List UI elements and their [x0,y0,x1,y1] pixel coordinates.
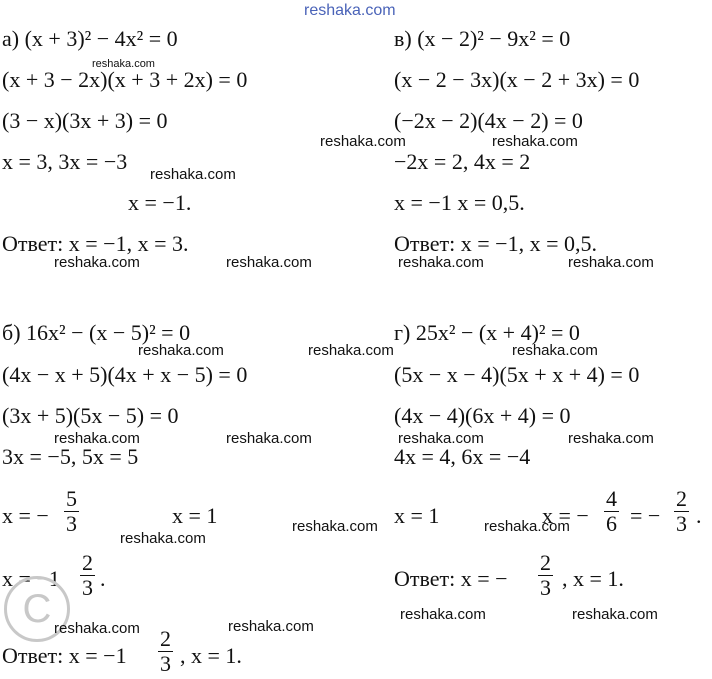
problem-v-step-4: x = −1 x = 0,5. [394,190,525,215]
fraction-denominator: 3 [66,511,77,536]
watermark: reshaka.com [226,430,312,447]
fraction-numerator: 2 [540,550,551,575]
watermark: reshaka.com [512,342,598,359]
problem-b-step-3: 3x = −5, 5x = 5 [2,444,139,469]
watermark: reshaka.com [54,430,140,447]
watermark: reshaka.com [484,518,570,535]
problem-g-step-2: (4x − 4)(6x + 4) = 0 [394,403,571,428]
fraction-denominator: 3 [676,511,687,536]
fraction-numerator: 2 [160,626,171,651]
problem-b-mixed-prefix: x = −1 [2,566,60,591]
fraction-denominator: 3 [540,575,551,600]
watermark: reshaka.com [138,342,224,359]
problem-g-answer-prefix: Ответ: x = − [394,566,508,591]
watermark: reshaka.com [320,133,406,150]
watermark: reshaka.com [492,133,578,150]
problem-b-answer-prefix: Ответ: x = −1 [2,643,127,668]
fraction-2-3-root [674,488,689,535]
fraction-denominator: 3 [160,651,171,676]
problem-g-root-1: x = 1 [394,503,440,528]
watermark: reshaka.com [400,606,486,623]
problem-v-answer: Ответ: x = −1, x = 0,5. [394,231,597,256]
problem-b-step-2: (3x + 5)(5x − 5) = 0 [2,403,179,428]
fraction-2-3-answer [158,628,173,675]
watermark-top: reshaka.com [304,2,396,19]
watermark: reshaka.com [398,254,484,271]
fraction-4-6 [604,488,619,535]
watermark: reshaka.com [292,518,378,535]
problem-b-equation: б) 16x² − (x − 5)² = 0 [2,320,191,345]
problem-v-step-1: (x − 2 − 3x)(x − 2 + 3x) = 0 [394,67,640,92]
watermark: reshaka.com [572,606,658,623]
fraction-numerator: 5 [66,486,77,511]
problem-b-mixed-dot: . [100,566,106,591]
problem-a-step-2: (3 − x)(3x + 3) = 0 [2,108,168,133]
watermark: reshaka.com [226,254,312,271]
watermark: reshaka.com [308,342,394,359]
problem-g-root-2-dot: . [696,503,702,528]
problem-g-root-2-equals: = − [630,503,661,528]
problem-a-equation: а) (x + 3)² − 4x² = 0 [2,26,178,51]
problem-a-answer: Ответ: x = −1, x = 3. [2,231,189,256]
watermark: reshaka.com [54,254,140,271]
watermark: reshaka.com [568,430,654,447]
watermark: reshaka.com [398,430,484,447]
problem-g-equation: г) 25x² − (x + 4)² = 0 [394,320,580,345]
watermark: reshaka.com [92,58,155,70]
problem-g-root-2-prefix: x = − [542,503,589,528]
problem-g-answer-suffix: , x = 1. [562,566,624,591]
fraction-2-3-mixed [80,552,95,599]
problem-b-root-2: x = 1 [172,503,218,528]
copyright-icon: C [4,576,70,642]
problem-v-step-2: (−2x − 2)(4x − 2) = 0 [394,108,583,133]
watermark: reshaka.com [228,618,314,635]
fraction-5-3 [64,488,79,535]
problem-b-step-1: (4x − x + 5)(4x + x − 5) = 0 [2,362,248,387]
problem-v-step-3: −2x = 2, 4x = 2 [394,149,531,174]
fraction-denominator: 3 [82,575,93,600]
fraction-numerator: 2 [82,550,93,575]
problem-g-step-1: (5x − x − 4)(5x + x + 4) = 0 [394,362,640,387]
watermark: reshaka.com [54,620,140,637]
watermark: reshaka.com [150,166,236,183]
problem-b-root-1-prefix: x = − [2,503,49,528]
watermark: reshaka.com [120,530,206,547]
problem-v-equation: в) (x − 2)² − 9x² = 0 [394,26,571,51]
fraction-numerator: 2 [676,486,687,511]
fraction-denominator: 6 [606,511,617,536]
watermark: reshaka.com [568,254,654,271]
problem-a-step-3: x = 3, 3x = −3 [2,149,128,174]
fraction-2-3-answer-g [538,552,553,599]
problem-a-step-1: (x + 3 − 2x)(x + 3 + 2x) = 0 [2,67,248,92]
problem-b-answer-suffix: , x = 1. [180,643,242,668]
problem-g-step-3: 4x = 4, 6x = −4 [394,444,531,469]
problem-a-step-4: x = −1. [128,190,192,215]
fraction-numerator: 4 [606,486,617,511]
